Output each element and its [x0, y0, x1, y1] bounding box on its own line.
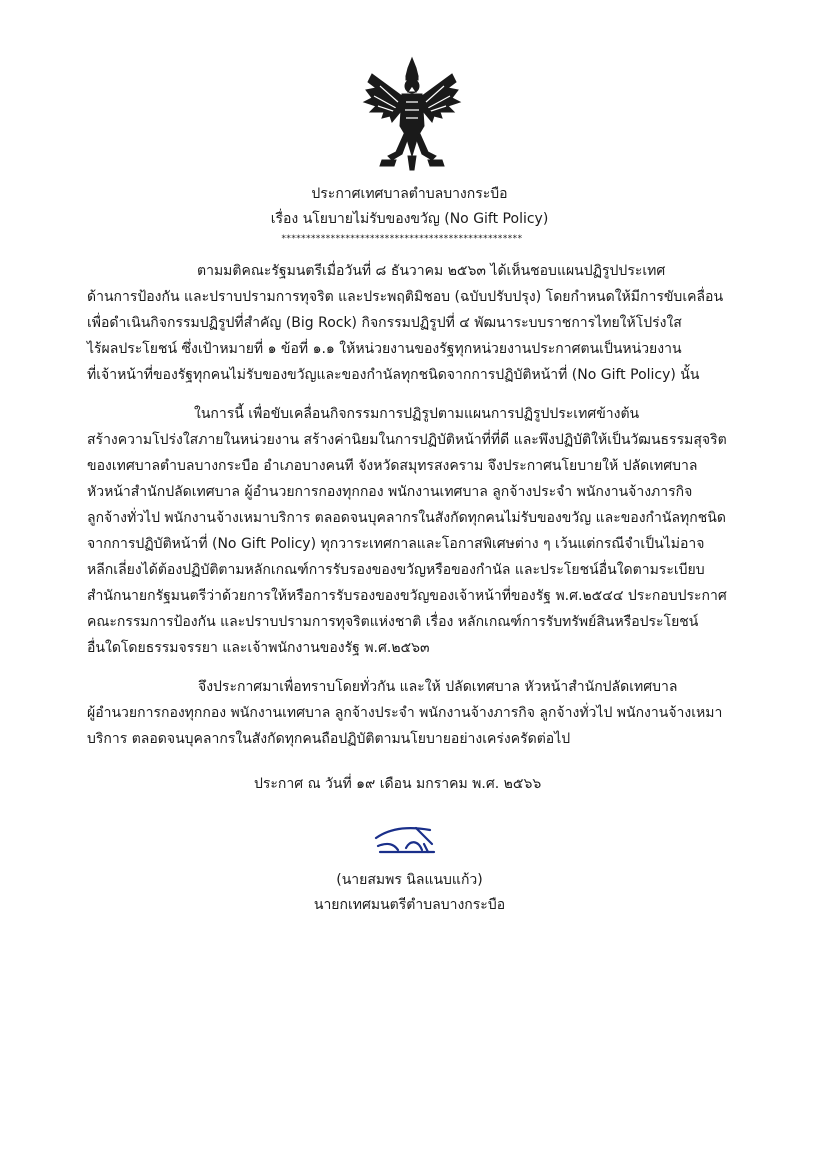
- paragraph-3-line-2: ผู้อำนวยการกองทุกกอง พนักงานเทศบาล ลูกจ้างประจำ พนักงานจ้างภารกิจ ลูกจ้างทั่วไป พนักงานจ้างเหมา: [87, 705, 723, 721]
- paragraph-2-line-5: ลูกจ้างทั่วไป พนักงานจ้างเหมาบริการ ตลอดจนบุคลากรในสังกัดทุกคนไม่รับของขวัญ และของกำนัลทุกชนิด: [87, 510, 726, 526]
- separator-line: *************************************************: [281, 234, 523, 244]
- paragraph-2-line-10: อื่นใดโดยธรรมจรรยา และเจ้าพนักงานของรัฐ พ.ศ.๒๕๖๓: [87, 640, 430, 656]
- signatory-name: (นายสมพร นิลแนบแก้ว): [336, 872, 483, 888]
- paragraph-2-line-4: หัวหน้าสำนักปลัดเทศบาล ผู้อำนวยการกองทุกกอง พนักงานเทศบาล ลูกจ้างประจำ พนักงานจ้างภารกิจ: [87, 484, 693, 500]
- announcement-date: ประกาศ ณ วันที่ ๑๙ เดือน มกราคม พ.ศ. ๒๕๖๖: [254, 776, 542, 792]
- signatory-position: นายกเทศมนตรีตำบลบางกระบือ: [313, 897, 506, 913]
- paragraph-1-line-1: ตามมติคณะรัฐมนตรีเมื่อวันที่ ๘ ธันวาคม ๒๕๖๓ ได้เห็นชอบแผนปฏิรูปประเทศ: [197, 263, 666, 279]
- paragraph-3-line-1: จึงประกาศมาเพื่อทราบโดยทั่วกัน และให้ ปลัดเทศบาล หัวหน้าสำนักปลัดเทศบาล: [198, 679, 678, 695]
- paragraph-2-line-6: จากการปฏิบัติหน้าที่ (No Gift Policy) ทุกวาระเทศกาลและโอกาสพิเศษต่าง ๆ เว้นแต่กรณีจำเป็นไม่อาจ: [87, 536, 705, 552]
- paragraph-2-line-1: ในการนี้ เพื่อขับเคลื่อนกิจกรรมการปฏิรูปตามแผนการปฏิรูปประเทศข้างต้น: [194, 406, 640, 422]
- paragraph-2-line-9: คณะกรรมการป้องกัน และปราบปรามการทุจริตแห่งชาติ เรื่อง หลักเกณฑ์การรับทรัพย์สินหรือประโยชน์: [87, 614, 699, 630]
- paragraph-1-line-5: ที่เจ้าหน้าที่ของรัฐทุกคนไม่รับของขวัญและของกำนัลทุกชนิดจากการปฏิบัติหน้าที่ (No Gift Policy) นั้น: [87, 367, 700, 383]
- announcement-title: ประกาศเทศบาลตำบลบางกระบือ: [311, 186, 508, 202]
- paragraph-3-line-3: บริการ ตลอดจนบุคลากรในสังกัดทุกคนถือปฏิบัติตามนโยบายอย่างเคร่งครัดต่อไป: [87, 731, 571, 747]
- paragraph-1-line-4: ไร้ผลประโยชน์ ซึ่งเป้าหมายที่ ๑ ข้อที่ ๑.๑ ให้หน่วยงานของรัฐทุกหน่วยงานประกาศตนเป็นหน่วยงาน: [87, 341, 682, 357]
- paragraph-1-line-3: เพื่อดำเนินกิจกรรมปฏิรูปที่สำคัญ (Big Rock) กิจกรรมปฏิรูปที่ ๔ พัฒนาระบบราชการไทยให้โปร่งใส: [87, 315, 682, 331]
- paragraph-1-line-2: ด้านการป้องกัน และปราบปรามการทุจริต และประพฤติมิชอบ (ฉบับปรับปรุง) โดยกำหนดให้มีการขับเคลื่อน: [87, 289, 724, 305]
- signature-icon: [370, 820, 440, 860]
- paragraph-2-line-7: หลีกเลี่ยงได้ต้องปฏิบัติตามหลักเกณฑ์การรับรองของขวัญหรือของกำนัล และประโยชน์อื่นใดตามระเบียบ: [87, 562, 705, 578]
- paragraph-2-line-8: สำนักนายกรัฐมนตรีว่าด้วยการให้หรือการรับรองของขวัญของเจ้าหน้าที่ของรัฐ พ.ศ.๒๕๔๔ ประกอบประกาศ: [87, 588, 727, 604]
- paragraph-2-line-3: ของเทศบาลตำบลบางกระบือ อำเภอบางคนที จังหวัดสมุทรสงคราม จึงประกาศนโยบายให้ ปลัดเทศบาล: [87, 458, 698, 474]
- paragraph-2-line-2: สร้างความโปร่งใสภายในหน่วยงาน สร้างค่านิยมในการปฏิบัติหน้าที่ที่ดี และพึงปฏิบัติให้เป็นวัฒนธรรมสุจริต: [87, 432, 727, 448]
- announcement-subject: เรื่อง นโยบายไม่รับของขวัญ (No Gift Policy): [270, 211, 549, 227]
- garuda-emblem-icon: [362, 56, 462, 174]
